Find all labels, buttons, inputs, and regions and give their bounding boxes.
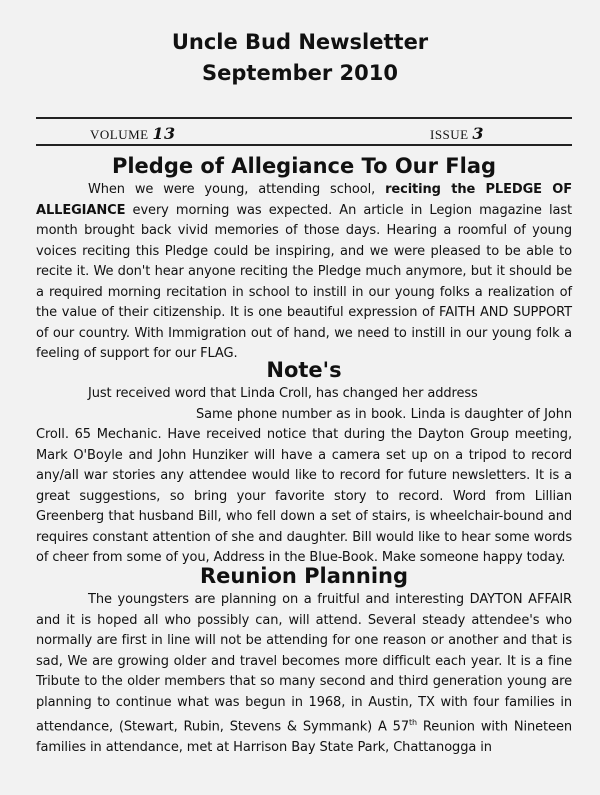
masthead: [0, 27, 600, 89]
notes-first-line: Just received word that Linda Croll, has changed her address: [88, 386, 478, 401]
pledge-heading: Pledge of Allegiance To Our Flag: [111, 154, 497, 178]
pledge-text-start: When we were young, attending school,: [88, 182, 386, 197]
reunion-text-start: The youngsters are planning on a fruitful and interesting DAYTON AFFAIR and it is hoped all who possibly can, will attend. Several steady attendee's who normally are first in line will not be attending for one reason or another and that is sad, We are growing older and travel becomes more difficult each year. It is a fine Tribute to the older members that so many second and third generation young are planning to continue what was begun in 1968, in Austin, TX with four families in attendance, (Stewart, Rubin, Stevens & Symmank) A 57: [36, 592, 572, 735]
pledge-bold-phrase: reciting the PLEDGE OF ALLEGIANCE: [36, 182, 572, 218]
volume-info: [90, 124, 176, 143]
reunion-heading: Reunion Planning: [199, 564, 409, 588]
reunion-text-rest: Reunion with Nineteen families in attendance, met at Harrison Bay State Park, Chattanogga in: [36, 719, 572, 755]
pledge-section: [36, 152, 572, 365]
issue-label: ISSUE: [430, 127, 469, 142]
reunion-superscript: th: [409, 718, 418, 727]
reunion-section: [36, 562, 572, 758]
top-rule: [36, 117, 572, 119]
notes-heading: Note's: [266, 358, 342, 382]
reunion-paragraph: [36, 590, 572, 758]
newsletter-title: Uncle Bud Newsletter: [171, 30, 429, 54]
pledge-paragraph: [36, 180, 572, 365]
bottom-rule: [36, 144, 572, 146]
newsletter-date: September 2010: [202, 61, 398, 85]
pledge-text-rest: every morning was expected. An article in Legion magazine last month brought back vivid memories of those days. Hearing a roomful of young voices reciting this Pledge could be inspiring, and we were pleased to be able to recite it. We don't hear anyone reciting the Pledge much anymore, but it should be a required morning recitation in school to instill in our young folks a realization of the value of their citizenship. It is one beautiful expression of FAITH AND SUPPORT of our country. With Immigration out of hand, we need to instill in our young folk a feeling of support for our FLAG.: [36, 202, 572, 361]
issue-info: [430, 124, 484, 143]
volume-number: 13: [152, 124, 176, 143]
notes-section: [36, 356, 572, 569]
issue-number: 3: [472, 124, 485, 143]
notes-paragraph: Same phone number as in book. Linda is daughter of John Croll. 65 Mechanic. Have received notice that during the Dayton Group meeting, Mark O'Boyle and John Hunziker will have a camera set up on a tripod to record any/all war stories any attendee would like to record for future newsletters. It is a great suggestions, so bring your favorite story to record. Word from Lillian Greenberg that husband Bill, who fell down a set of stairs, is wheelchair-bound and requires constant attention of she and daughter. Bill would like to hear some words of cheer from some of you, Address in the Blue-Book. Make someone happy today.: [36, 406, 572, 565]
volume-label: VOLUME: [90, 127, 149, 142]
